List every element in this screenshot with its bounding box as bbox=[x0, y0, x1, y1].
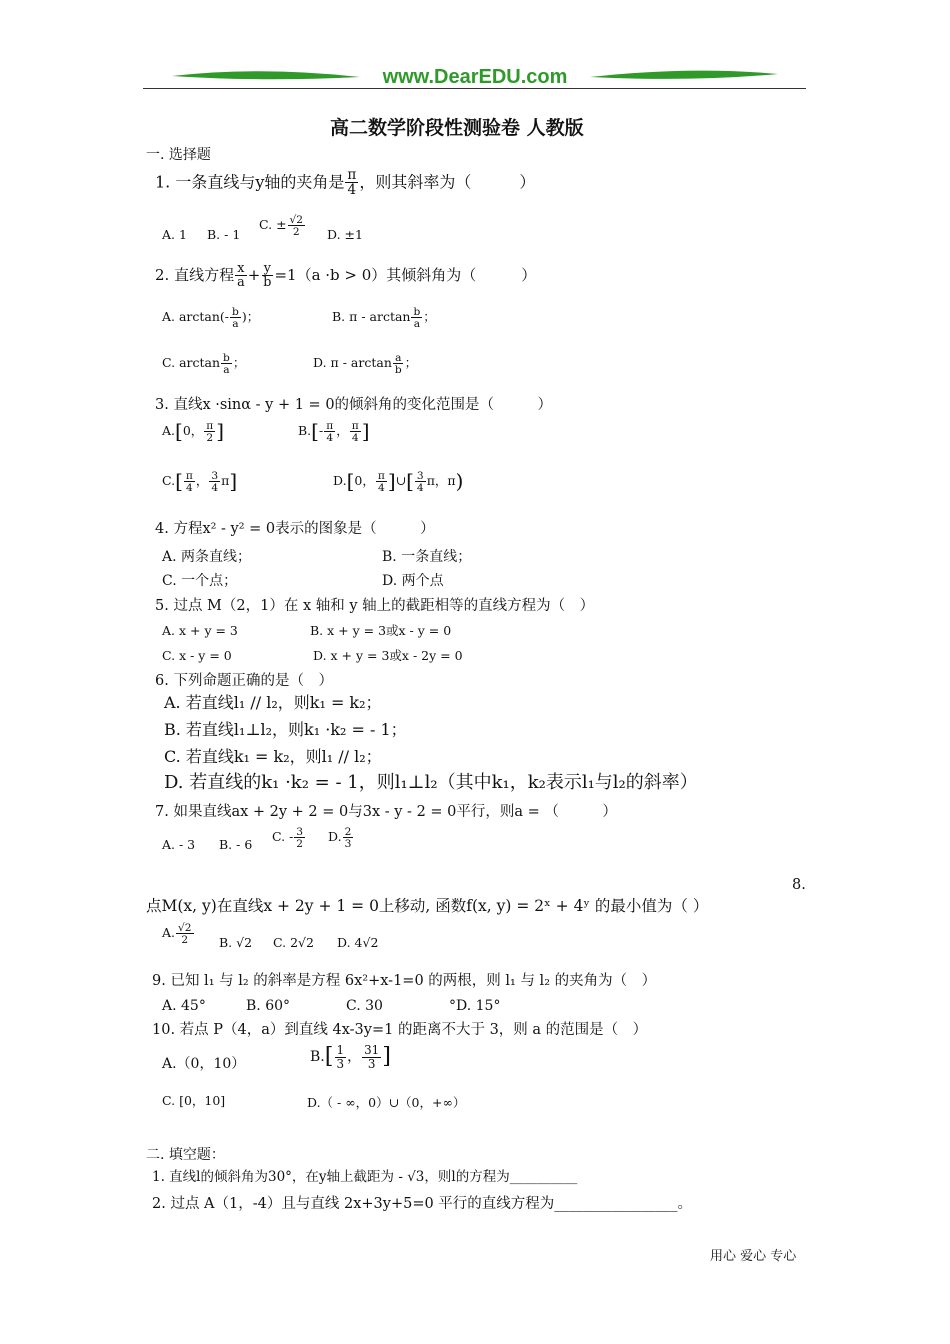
q9-option-b: B. 60° bbox=[246, 998, 291, 1014]
q7-option-c: C. - $\frac{3}{2}$ bbox=[272, 825, 304, 851]
q1-stem: 1. 一条直线与y轴的夹角是 $\frac{\pi}{4}$ ，则其斜率为（ ） bbox=[155, 167, 536, 199]
q9-option-a: A. 45° bbox=[162, 998, 206, 1014]
q10-option-c: C. [0，10] bbox=[162, 1093, 226, 1108]
q6-option-b: B. 若直线l₁⊥l₂，则k₁ ·k₂ = - 1； bbox=[164, 720, 407, 739]
section2-heading: 二. 填空题： bbox=[146, 1147, 225, 1163]
section1-heading: 一. 选择题 bbox=[146, 147, 211, 163]
logo-text: www.DearEDU.com bbox=[382, 66, 568, 88]
q1-option-a: A. 1 bbox=[162, 227, 187, 242]
q3-option-b: B.[- $\frac{\pi}{4}$ ， $\frac{\pi}{4}$ ] bbox=[298, 419, 370, 445]
q2-option-a: A. arctan(- $\frac{b}{a}$ )； bbox=[162, 305, 260, 331]
q8-option-b: B. √2 bbox=[219, 935, 253, 950]
q4-option-c: C. 一个点； bbox=[162, 573, 238, 589]
q10-option-a: A.（0，10） bbox=[162, 1056, 246, 1072]
q4-option-d: D. 两个点 bbox=[382, 573, 444, 589]
q7-option-d: D. $\frac{2}{3}$ bbox=[328, 825, 352, 851]
q2-option-b: B. π - arctan $\frac{b}{a}$ ； bbox=[332, 305, 436, 331]
site-logo bbox=[170, 64, 780, 90]
q8-option-c: C. 2√2 bbox=[273, 935, 314, 950]
q10-option-d: D.（ - ∞，0）∪（0，+∞） bbox=[307, 1095, 466, 1110]
fill-q2: 2. 过点 A（1，-4）且与直线 2x+3y+5=0 平行的直线方程为_________________。 bbox=[152, 1196, 693, 1212]
q5-option-d: D. x + y = 3或x - 2y = 0 bbox=[313, 648, 463, 663]
q6-option-c: C. 若直线k₁ = k₂，则l₁ // l₂； bbox=[164, 747, 382, 766]
q8-stem: 点M(x, y)在直线x + 2y + 1 = 0上移动, 函数f(x, y) = 2ˣ + 4ʸ 的最小值为（ ） bbox=[146, 897, 709, 915]
q3-option-d: D.[0， $\frac{\pi}{4}$ ]∪[ $\frac{3}{4}$ π，π) bbox=[333, 469, 464, 495]
q3-option-c: C.[ $\frac{\pi}{4}$ ， $\frac{3}{4}$ π] bbox=[162, 469, 238, 495]
q5-stem: 5. 过点 M（2，1）在 x 轴和 y 轴上的截距相等的直线方程为（ ） bbox=[155, 598, 595, 614]
q7-option-a: A. - 3 bbox=[162, 837, 196, 852]
q6-stem: 6. 下列命题正确的是（ ） bbox=[155, 673, 333, 689]
q9-option-c: C. 30 bbox=[346, 998, 383, 1014]
q4-stem: 4. 方程x² - y² = 0表示的图象是（ ） bbox=[155, 521, 435, 537]
q7-stem: 7. 如果直线ax + 2y + 2 = 0与3x - y - 2 = 0平行，则a = （ ） bbox=[155, 804, 617, 820]
q8-option-a: A. $\frac{√2}{2}$ bbox=[162, 921, 192, 947]
q6-option-a: A. 若直线l₁ // l₂，则k₁ = k₂； bbox=[164, 693, 382, 712]
q4-option-b: B. 一条直线； bbox=[382, 549, 472, 565]
q5-option-c: C. x - y = 0 bbox=[162, 648, 232, 663]
q1-option-d: D. ±1 bbox=[327, 227, 363, 242]
header-rule bbox=[143, 88, 806, 89]
page-title: 高二数学阶段性测验卷 人教版 bbox=[330, 117, 584, 139]
q10-stem: 10. 若点 P（4，a）到直线 4x-3y=1 的距离不大于 3，则 a 的范围是（ ） bbox=[152, 1022, 648, 1038]
q5-option-b: B. x + y = 3或x - y = 0 bbox=[310, 623, 452, 638]
footer-text: 用心 爱心 专心 bbox=[710, 1249, 797, 1264]
q10-option-b: B.[ $\frac{1}{3}$ ， $\frac{31}{3}$ ] bbox=[310, 1043, 391, 1071]
q1-option-c: C. ± $\frac{√2}{2}$ bbox=[259, 213, 304, 239]
fill-q1: 1. 直线l的倾斜角为30°，在y轴上截距为 - √3，则l的方程为__________ bbox=[152, 1169, 578, 1185]
q5-option-a: A. x + y = 3 bbox=[162, 623, 238, 638]
q2-stem: 2. 直线方程 $\frac{x}{a}$ + $\frac{y}{b}$ =1（a ·b > 0）其倾斜角为（ ） bbox=[155, 261, 537, 291]
q8-option-d: D. 4√2 bbox=[337, 935, 379, 950]
q2-option-c: C. arctan $\frac{b}{a}$ ； bbox=[162, 351, 246, 377]
q9-option-d: °D. 15° bbox=[449, 998, 501, 1014]
q9-stem: 9. 已知 l₁ 与 l₂ 的斜率是方程 6x²+x-1=0 的两根，则 l₁ 与 l₂ 的夹角为（ ） bbox=[152, 973, 657, 989]
q4-option-a: A. 两条直线； bbox=[162, 549, 252, 565]
q6-option-d: D. 若直线的k₁ ·k₂ = - 1，则l₁⊥l₂（其中k₁，k₂表示l₁与l₂的斜率） bbox=[164, 772, 698, 793]
q1-option-b: B. - 1 bbox=[207, 227, 241, 242]
q7-option-b: B. - 6 bbox=[219, 837, 253, 852]
q3-option-a: A.[0， $\frac{\pi}{2}$ ] bbox=[162, 419, 225, 445]
q2-option-d: D. π - arctan $\frac{a}{b}$ ； bbox=[313, 351, 418, 377]
q3-stem: 3. 直线x ·sinα - y + 1 = 0的倾斜角的变化范围是（ ） bbox=[155, 397, 553, 413]
q8-number: 8. bbox=[792, 877, 806, 893]
